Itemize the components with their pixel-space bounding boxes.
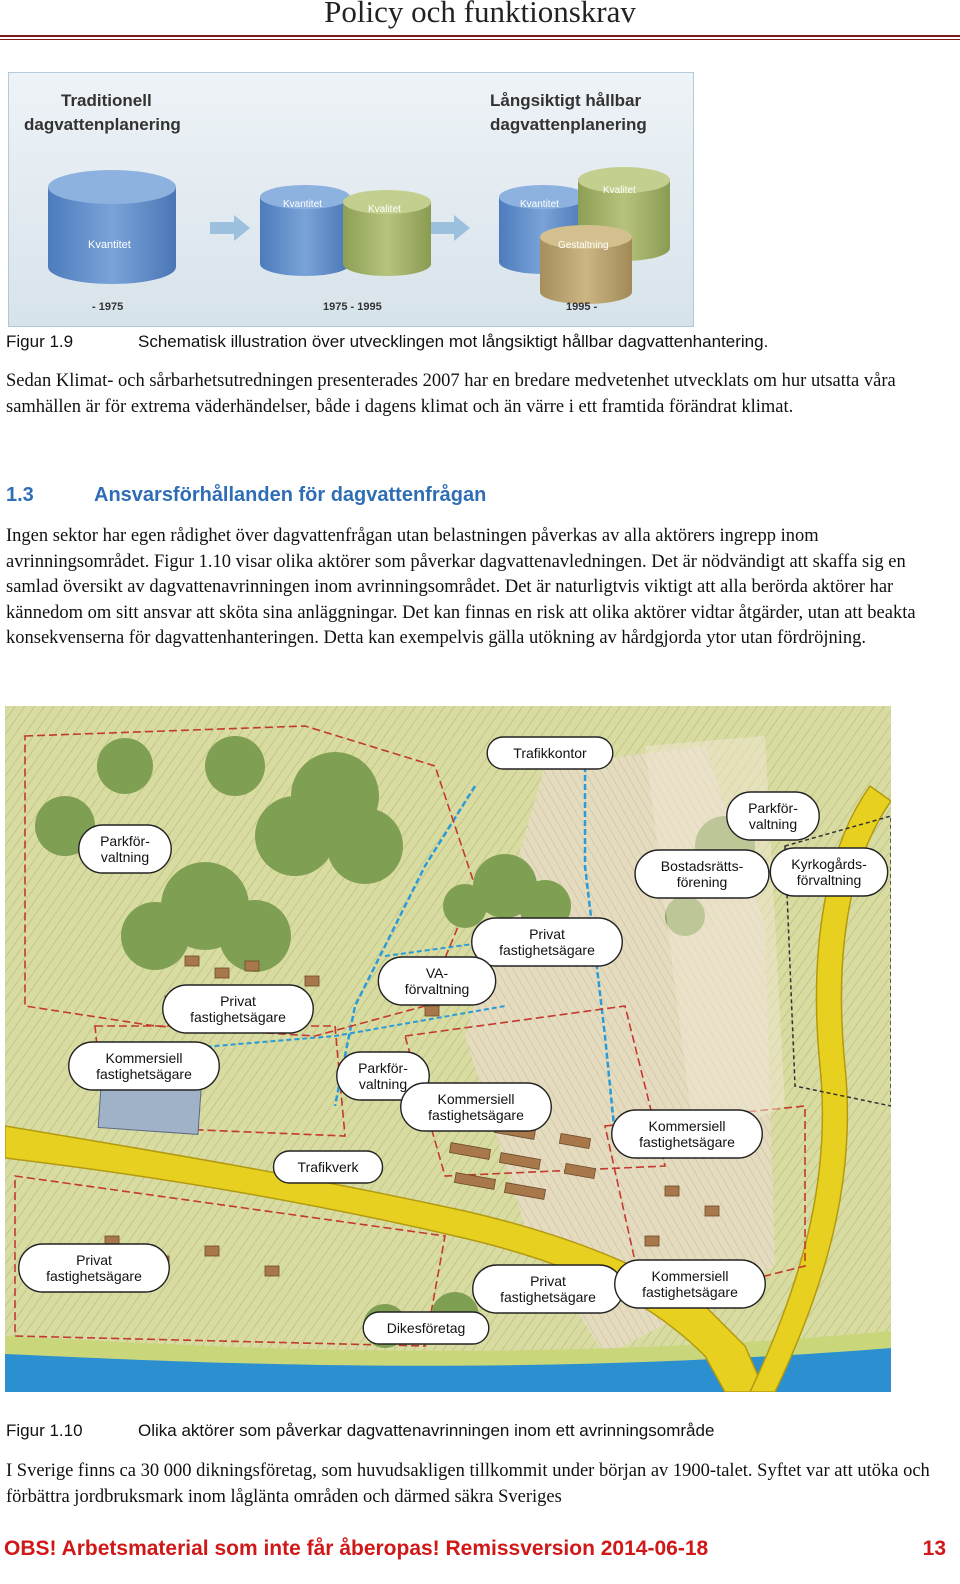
cylinder-gestaltning-right	[540, 225, 632, 304]
actor-bubble	[612, 1110, 763, 1158]
actor-bubble-label: Privat	[530, 1273, 566, 1289]
cylinder-label-kvantitet: Kvantitet	[88, 239, 131, 251]
actor-bubble	[487, 737, 613, 769]
cylinder-kvalitet-mid	[343, 190, 431, 276]
caption-number: Figur 1.9	[6, 332, 74, 351]
actor-bubble-label: Parkför-	[100, 833, 150, 849]
actor-bubble-label: Trafikkontor	[513, 745, 587, 761]
actor-bubble-label: Parkför-	[358, 1060, 408, 1076]
actor-bubble-label: Trafikverk	[297, 1159, 359, 1175]
actor-bubble	[635, 850, 769, 898]
actor-bubble-label: Bostadsrätts-	[660, 858, 744, 874]
actor-bubble	[401, 1083, 552, 1131]
section-heading	[6, 484, 486, 507]
header-rule	[0, 35, 960, 37]
actor-bubble	[163, 985, 314, 1033]
actor-bubble-label: valtning	[748, 816, 798, 832]
svg-text:Kvantitet: Kvantitet	[283, 199, 322, 210]
fig1-left-heading-1: Traditionell	[61, 91, 152, 110]
page-number: 13	[922, 1537, 946, 1560]
actor-bubble-label: förening	[676, 874, 728, 890]
footer-notice: OBS! Arbetsmaterial som inte får åberopas! Remissversion 2014-06-18	[4, 1537, 709, 1560]
figure-caption-1-10	[6, 1421, 714, 1441]
actor-bubble	[615, 1260, 766, 1308]
header-rule-thin	[0, 39, 960, 40]
actor-bubble	[472, 918, 623, 966]
actor-bubble-label: fastighetsägare	[500, 1289, 596, 1305]
actor-bubble-label: fastighetsägare	[190, 1009, 286, 1025]
fig1-right-heading-1: Långsiktigt hållbar	[490, 91, 642, 110]
actor-bubble-label: valtning	[100, 849, 150, 865]
fig1-right-heading-2: dagvattenplanering	[490, 115, 647, 134]
actor-bubble-label: valtning	[358, 1076, 408, 1092]
actor-bubble-label: Parkför-	[748, 800, 798, 816]
svg-text:Kvantitet: Kvantitet	[520, 199, 559, 210]
actor-bubble-label: förvaltning	[796, 872, 862, 888]
figure-caption-1-9	[6, 332, 768, 352]
actor-bubble	[19, 1244, 170, 1292]
page-footer	[4, 1537, 946, 1561]
caption-number: Figur 1.10	[6, 1421, 83, 1440]
actor-bubble	[378, 957, 495, 1005]
actor-bubble-label: fastighetsägare	[428, 1107, 524, 1123]
svg-text:Kvalitet: Kvalitet	[603, 185, 636, 196]
actor-bubble-label: Privat	[76, 1252, 112, 1268]
cylinder-kvantitet-mid	[260, 185, 350, 276]
period-label: 1975 - 1995	[323, 301, 382, 313]
actor-bubble-label: Privat	[529, 926, 565, 942]
actor-bubble-label: förvaltning	[404, 981, 470, 997]
page-header-title: Policy och funktionskrav	[324, 0, 636, 29]
period-label: - 1975	[92, 301, 124, 313]
actor-bubble-label: Kommersiell	[648, 1118, 726, 1134]
actor-bubble-label: Privat	[220, 993, 256, 1009]
actor-bubble-label: Kommersiell	[105, 1050, 183, 1066]
body-paragraph-1: Sedan Klimat- och sårbarhetsutredningen presenterades 2007 har en bredare medvetenhet utvecklats om hur utsatta våra samhällen är för extrema väderhändelser, både i dagens klimat och än värre i ett framtida förändrat klimat.	[6, 371, 896, 417]
caption-text: Schematisk illustration över utvecklingen mot långsiktigt hållbar dagvattenhantering.	[138, 332, 769, 351]
actor-bubble-label: fastighetsägare	[639, 1134, 735, 1150]
body-paragraph-2: Ingen sektor har egen rådighet över dagvattenfrågan utan belastningen påverkas av alla aktörers ingrepp inom avrinningsområdet. Figur 1.10 visar olika aktörer som påverkar dagvattenavledningen. Det är nödvändigt att skaffa sig en samlad översikt av dagvattenavrinningen inom avrinningsområdet. Det är naturligtvis viktigt att alla berörda aktörer har kännedom om sitt ansvar att sköta sina anläggningar. Det kan finnas en risk att olika aktörer vidtar åtgärder, utan att beakta konsekvenserna för dagvattenhanteringen. Detta kan exempelvis gälla utökning av hårdgjorda ytor utan fördröjning.	[6, 526, 916, 648]
actor-bubble-label: Kommersiell	[437, 1091, 515, 1107]
fig1-left-heading-2: dagvattenplanering	[24, 115, 181, 134]
svg-text:Kvalitet: Kvalitet	[368, 204, 401, 215]
actor-bubble	[473, 1265, 624, 1313]
cylinder-kvantitet-large	[48, 170, 176, 284]
svg-text:Gestaltning: Gestaltning	[558, 240, 609, 251]
caption-text: Olika aktörer som påverkar dagvattenavrinningen inom ett avrinningsområde	[138, 1421, 715, 1440]
actor-bubble-label: fastighetsägare	[642, 1284, 738, 1300]
section-title: Ansvarsförhållanden för dagvattenfrågan	[94, 484, 487, 506]
actor-bubble-label: Kyrkogårds-	[791, 856, 867, 872]
actor-bubble-label: fastighetsägare	[46, 1268, 142, 1284]
actor-bubble	[727, 792, 819, 840]
body-paragraph-3: I Sverige finns ca 30 000 dikningsföretag, som huvudsakligen tillkommit under början av 1900-talet. Syftet var att utöka och förbättra jordbruksmark inom låglänta områden och därmed säkra Sveriges	[6, 1461, 930, 1507]
actor-bubble	[79, 825, 171, 873]
figure-1-10-actor-map	[5, 706, 891, 1392]
actor-bubble-label: VA-	[425, 965, 449, 981]
actor-bubble	[69, 1042, 220, 1090]
actor-bubble-label: Dikesföretag	[386, 1320, 466, 1336]
figure-1-9-illustration	[8, 72, 694, 327]
actor-bubble-label: Kommersiell	[651, 1268, 729, 1284]
actor-bubble-label: fastighetsägare	[96, 1066, 192, 1082]
period-label: 1995 -	[566, 301, 598, 313]
actor-bubble	[363, 1312, 489, 1344]
section-number: 1.3	[6, 484, 34, 506]
actor-bubble-label: fastighetsägare	[499, 942, 595, 958]
actor-bubble	[274, 1151, 383, 1183]
actor-bubble	[770, 848, 887, 896]
